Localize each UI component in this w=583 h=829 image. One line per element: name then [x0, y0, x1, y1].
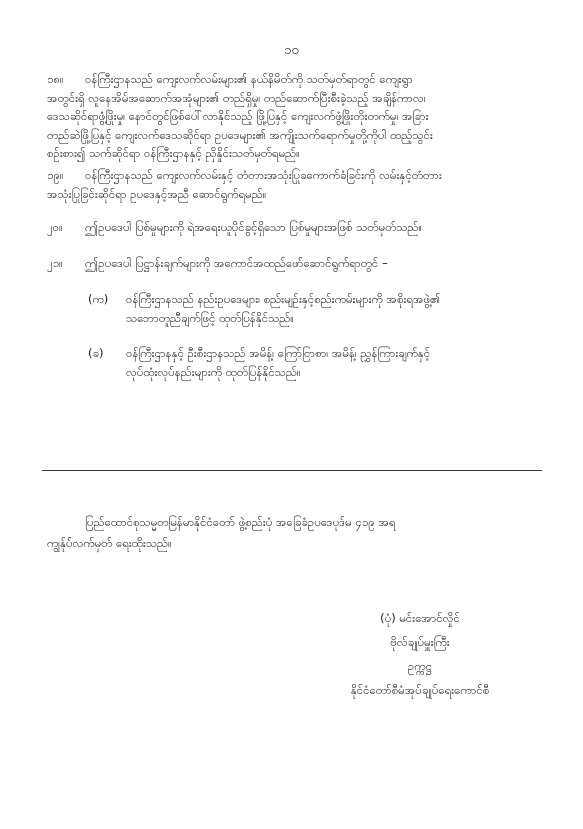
section-number: ၂၀။ — [47, 220, 63, 234]
subsection-ka — [88, 290, 539, 327]
subsection-kha — [88, 344, 539, 381]
section-text-line: ဝန်ကြီးဌာနသည် ကျေးလက်လမ်းများ၏ နယ်နိမိတ်ကို သတ်မှတ်ရာတွင် ကျေးရွာ — [85, 72, 413, 86]
closing-statement — [47, 512, 539, 554]
section-number: ၁၉။ — [47, 168, 64, 182]
section-text-line: ဒေသဆိုင်ရာဖွံ့ဖြိုးမှု၊ နောင်တွင်ဖြစ်ပေါ်လာနိုင်သည့် ဖြို့ပြနှင့် ကျေးလက်ဖွံ့ဖြိုးတိုးတက်မှု၊ အခြား — [47, 109, 429, 123]
section-number: ၂၁။ — [47, 256, 63, 270]
signatory-role: ဥက္ကဋ္ဌ — [408, 659, 432, 673]
signature-block — [300, 606, 540, 702]
section-21 — [47, 254, 539, 273]
section-19 — [47, 166, 539, 203]
signatory-organization: နိုင်ငံတော်စီမံအုပ်ချုပ်ရေးကောင်စီ — [350, 683, 490, 697]
section-text-line: အတွင်းရှိ လူနေအိမ်အဆောက်အအုံများ၏ တည်ရှိမှု၊ တည်ဆောက်ပြီးစီးခဲ့သည့် အချိန်ကာလ၊ — [47, 90, 426, 105]
section-text-line: ဝန်ကြီးဌာနသည် ကျေးလက်လမ်းနှင့် တံတားအသုံးပြုခကောက်ခံခြင်းကို လမ်းနှင့်တံတား — [85, 168, 442, 182]
subsection-text-line: ဝန်ကြီးဌာနနှင့် ဦးစီးဌာနသည် အမိန့်၊ ကြော်ငြာစာ၊ အမိန့်၊ ညွှန်ကြားချက်နှင့် — [126, 346, 431, 360]
section-number: ၁၈။ — [47, 72, 64, 86]
subsection-text-line: ဝန်ကြီးဌာနသည် နည်းဥပဒေများ၊ စည်းမျဉ်းနှင့်စည်းကမ်းများကို အစိုးရအဖွဲ့၏ — [126, 292, 441, 306]
page-number: ၁၀ — [284, 43, 299, 58]
section-text-line: ဤဥပဒေပါ ပြစ်မှုများကို ရဲအရေးယူပိုင်ခွင့်ရှိသော ပြစ်မှုများအဖြစ် သတ်မှတ်သည်။ — [85, 220, 422, 234]
section-20 — [47, 218, 539, 237]
closing-line: ပြည်ထောင်စုသမ္မတမြန်မာနိုင်ငံတော် ဖွဲ့စည်းပုံ အခြေခံဥပဒေပုဒ်မ ၄၁၉ အရ — [85, 515, 396, 529]
section-18 — [47, 70, 539, 163]
signatory-rank: ဗိုလ်ချုပ်မှူးကြီး — [390, 635, 450, 649]
closing-line: ကျွန်ုပ်လက်မှတ် ရေးထိုးသည်။ — [47, 536, 172, 550]
subsection-text-line: သဘောတူညီချက်ဖြင့် ထုတ်ပြန်နိုင်သည်။ — [126, 310, 294, 325]
subsection-label: (က) — [88, 292, 109, 306]
section-text-line: တည်ဆဲဖြို့ပြနှင့် ကျေးလက်ဒေသဆိုင်ရာ ဥပဒေများ၏ အကျိုးသက်ရောက်မှုတို့ကိုပါ ထည့်သွင်း — [47, 127, 433, 142]
section-text-line: အသုံးပြုခြင်းဆိုင်ရာ ဥပဒေနှင့်အညီ ဆောင်ရွက်ရမည်။ — [47, 186, 267, 201]
section-text-line: စဉ်းစား၍ သက်ဆိုင်ရာ ဝန်ကြီးဌာနနှင့် ညှိနှိုင်းသတ်မှတ်ရမည်။ — [47, 146, 300, 160]
horizontal-divider — [42, 470, 542, 471]
subsection-text-line: လုပ်ထုံးလုပ်နည်းများကို ထုတ်ပြန်နိုင်သည်။ — [126, 364, 301, 379]
signatory-name: (ပုံ) မင်းအောင်လှိုင် — [380, 611, 460, 625]
subsection-label: (ခ) — [88, 346, 104, 360]
section-text-line: ဤဥပဒေပါ ပြဋ္ဌာန်းချက်များကို အကောင်အထည်ဖော်ဆောင်ရွက်ရာတွင် – — [85, 256, 388, 270]
